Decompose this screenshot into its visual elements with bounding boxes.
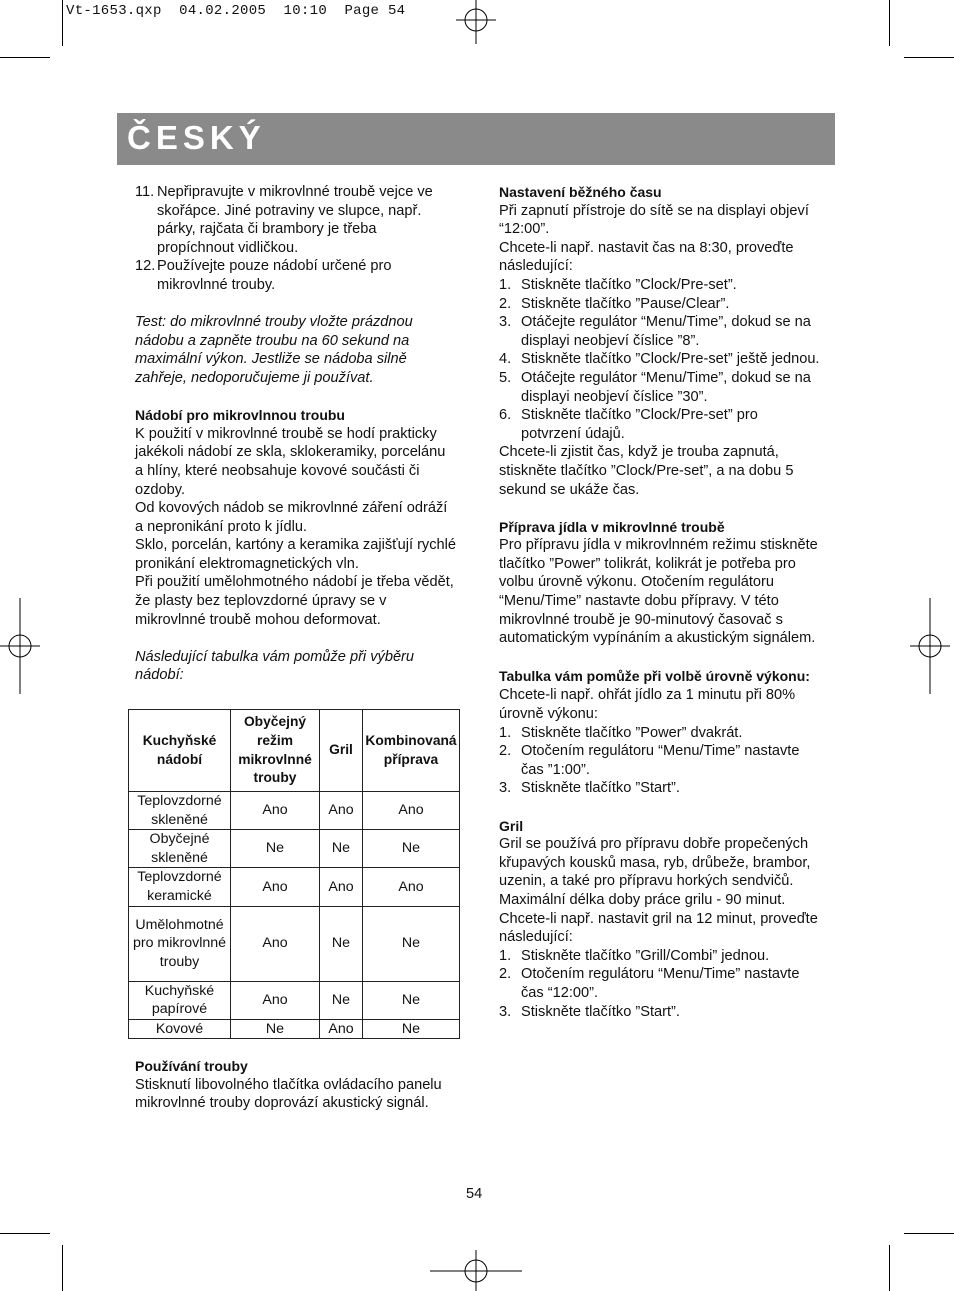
left-column <box>135 183 457 685</box>
language-banner <box>117 113 835 165</box>
list-item: 4. Stiskněte tlačítko ”Clock/Pre-set” ještě jednou. <box>499 351 820 368</box>
section-heading: Nastavení běžného času <box>499 184 662 200</box>
registration-mark-top <box>456 0 496 44</box>
list-item: 1. Stiskněte tlačítko ”Grill/Combi” jednou. <box>499 947 770 964</box>
right-column <box>499 183 821 1021</box>
table-row: Umělohmotné pro mikrovlnné trouby Ano Ne Ne <box>129 906 460 981</box>
list-item: 6. Stiskněte tlačítko ”Clock/Pre-set” pro potvrzení údajů. <box>499 407 758 442</box>
list-item: 12. Používejte pouze nádobí určené pro mikrovlnné trouby. <box>135 258 392 293</box>
section-heading: Nádobí pro mikrovlnnou troubu <box>135 407 345 424</box>
table-header: Kuchyňské nádobí <box>129 710 231 792</box>
file-header: Vt-1653.qxp 04.02.2005 10:10 Page 54 <box>66 3 406 19</box>
table-row: Kuchyňské papírové Ano Ne Ne <box>129 981 460 1019</box>
paragraph: Při zapnutí přístroje do sítě se na displayi objeví “12:00”. <box>499 202 809 238</box>
paragraph: Chcete-li např. nastavit gril na 12 minut, proveďte následující: <box>499 910 818 946</box>
paragraph: Při použití umělohmotného nádobí je třeba vědět, že plasty bez teplovzdorné úpravy se v mikrovlnné troubě mohou deformovat. <box>135 574 454 628</box>
table-row: Kovové Ne Ano Ne <box>129 1019 460 1039</box>
paragraph: Chcete-li např. ohřát jídlo za 1 minutu při 80% úrovně výkonu: <box>499 687 796 723</box>
table-row: Teplovzdorné keramické Ano Ano Ano <box>129 868 460 906</box>
test-note: Test: do mikrovlnné trouby vložte prázdnou nádobu a zapněte troubu na 60 sekund na maximální výkon. Jestliže se nádoba silně zahřeje, nedoporučujeme ji používat. <box>135 314 413 386</box>
banner-title: ČESKÝ <box>127 119 266 156</box>
paragraph: Stisknutí libovolného tlačítka ovládacího panelu mikrovlnné trouby doprovází akustický signál. <box>135 1076 442 1112</box>
list-item: 2. Stiskněte tlačítko ”Pause/Clear”. <box>499 295 730 312</box>
section-heading: Používání trouby <box>135 1058 248 1074</box>
list-item: 3. Stiskněte tlačítko ”Start”. <box>499 1003 680 1020</box>
registration-mark-bottom <box>430 1250 522 1291</box>
list-item: 2. Otočením regulátoru “Menu/Time” nastavte čas “12:00”. <box>499 966 800 1001</box>
registration-mark-left <box>0 598 40 694</box>
table-header: Gril <box>320 710 363 792</box>
section-heading: Gril <box>499 817 524 834</box>
table-row: Obyčejné skleněné Ne Ne Ne <box>129 830 460 868</box>
page-number: 54 <box>466 1186 483 1202</box>
paragraph: K použití v mikrovlnné troubě se hodí prakticky jakékoli nádobí ze skla, sklokeramiky, porcelánu a hlíny, které neobsahuje kovové součásti či ozdoby. <box>135 425 446 498</box>
table-row: Teplovzdorné skleněné Ano Ano Ano <box>129 792 460 830</box>
list-item: 2. Otočením regulátoru “Menu/Time” nastavte čas ”1:00”. <box>499 743 800 778</box>
list-item: 3. Stiskněte tlačítko ”Start”. <box>499 780 680 797</box>
left-column-bottom <box>135 1057 457 1113</box>
table-header: Obyčejný režim mikrovlnné trouby <box>231 710 320 792</box>
paragraph: Chcete-li zjistit čas, když je trouba zapnutá, stiskněte tlačítko ”Clock/Pre-set”, a na dobu 5 sekund se ukáže čas. <box>499 444 794 498</box>
list-item: 1. Stiskněte tlačítko ”Power” dvakrát. <box>499 724 743 741</box>
list-item: 3. Otáčejte regulátor “Menu/Time”, dokud se na displayi neobjeví číslice ”8”. <box>499 314 811 349</box>
grill-steps-list <box>499 947 821 1021</box>
power-steps-list <box>499 724 821 798</box>
list-item: 5. Otáčejte regulátor “Menu/Time”, dokud se na displayi neobjeví číslice ”30”. <box>499 369 811 405</box>
list-item: 1. Stiskněte tlačítko ”Clock/Pre-set”. <box>499 276 737 293</box>
section-heading: Příprava jídla v mikrovlnné troubě <box>499 518 725 535</box>
table-header: Kombinovaná příprava <box>363 710 460 792</box>
paragraph: Chcete-li např. nastavit čas na 8:30, proveďte následující: <box>499 239 794 275</box>
table-intro: Následující tabulka vám pomůže při výběru nádobí: <box>135 648 415 684</box>
registration-mark-right <box>910 598 950 694</box>
paragraph: Pro přípravu jídla v mikrovlnném režimu stiskněte tlačítko ”Power” tolikrát, kolikrát je potřeba pro volbu úrovně výkonu. Otočením regulátoru “Menu/Time” nastavte dobu přípravy. V této mikrovlnné troubě je 90-minutový časovač s automatickým vypínáním a akustickým signálem. <box>499 537 818 647</box>
cookware-table <box>128 709 460 1039</box>
list-item: 11. Nepřipravujte v mikrovlnné troubě vejce ve skořápce. Jiné potraviny ve slupce, např. párky, rajčata či brambory je třeba propíchnout vidličkou. <box>135 184 433 256</box>
clock-steps-list <box>499 276 821 443</box>
paragraph: Sklo, porcelán, kartóny a keramika zajišťují rychlé pronikání elektromagnetických vln. <box>135 537 456 572</box>
paragraph: Gril se používá pro přípravu dobře propečených křupavých kousků masa, ryb, drůbeže, brambor, uzenin, a také pro přípravu horkých sendvičů. Maximální délka doby práce grilu - 90 minut. <box>499 836 811 908</box>
paragraph: Od kovových nádob se mikrovlnné záření odráží a nepronikání proto k jídlu. <box>135 500 448 535</box>
section-heading: Tabulka vám pomůže při volbě úrovně výkonu: <box>499 668 810 685</box>
